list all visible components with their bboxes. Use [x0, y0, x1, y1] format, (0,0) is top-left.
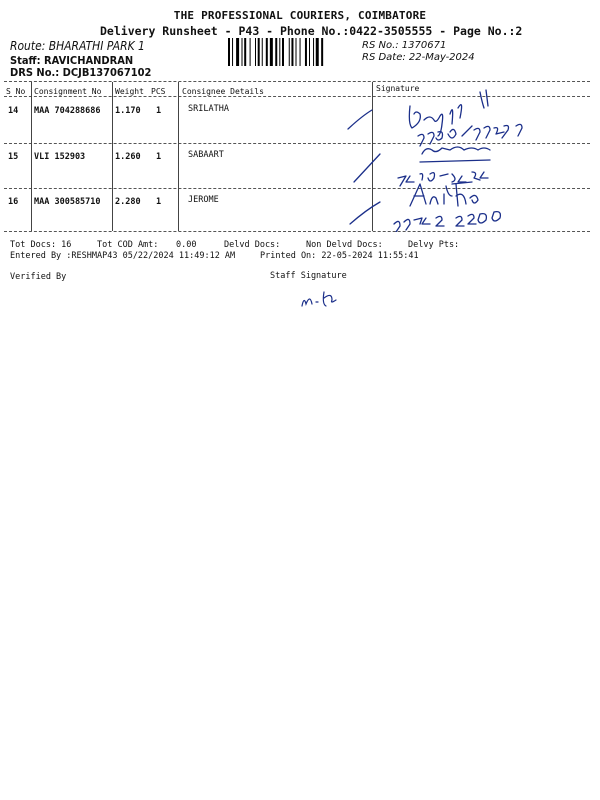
rs-date: RS Date: 22-May-2024 — [362, 52, 475, 63]
barcode-bar — [242, 38, 243, 66]
printed-on: Printed On: 22-05-2024 11:55:41 — [260, 251, 419, 261]
barcode-bar — [258, 38, 260, 66]
table-row-consignee: SRILATHA — [188, 104, 229, 114]
tot-docs: Tot Docs: 16 — [10, 240, 72, 250]
barcode-bar — [316, 38, 319, 66]
table-row-consignment: MAA 300585710 — [34, 197, 101, 207]
staff-signature-label: Staff Signature — [270, 271, 347, 281]
barcode-bar — [279, 38, 280, 66]
table-row-sno: 14 — [8, 106, 19, 116]
barcode-bar — [250, 38, 251, 66]
signature-stroke — [398, 172, 488, 186]
header-consignment: Consignment No — [34, 87, 102, 96]
rs-number: RS No.: 1370671 — [362, 40, 447, 51]
barcode-bar — [255, 38, 256, 66]
barcode-bar — [289, 38, 290, 66]
column-divider — [31, 82, 32, 231]
signature-stroke — [394, 212, 500, 232]
handwritten-signatures — [340, 84, 550, 232]
barcode-bar — [236, 38, 239, 66]
table-row-sno: 15 — [8, 152, 19, 162]
barcode-bar — [282, 38, 284, 66]
barcode-image — [228, 38, 352, 66]
table-row-weight: 1.260 — [115, 152, 141, 162]
column-divider — [178, 82, 179, 231]
header-consignee: Consignee Details — [182, 87, 264, 96]
barcode-bar — [305, 38, 307, 66]
table-row-pcs: 1 — [156, 197, 162, 207]
runsheet-title: Delivery Runsheet - P43 - Phone No.:0422-3505555 - Page No.:2 — [100, 24, 523, 38]
table-row-consignee: SABAART — [188, 150, 224, 160]
delvd-docs: Delvd Docs: — [224, 240, 281, 250]
barcode-bar — [244, 38, 246, 66]
signature-stroke — [480, 90, 488, 108]
header-signature: Signature — [376, 84, 420, 93]
route-label: Route: BHARATHI PARK 1 — [10, 38, 145, 53]
tot-cod-label: Tot COD Amt: — [97, 240, 159, 250]
signature-stroke — [350, 202, 380, 224]
table-row-pcs: 1 — [156, 106, 162, 116]
column-divider — [112, 82, 113, 231]
staff-signature-mark — [296, 286, 346, 312]
barcode-bar — [270, 38, 273, 66]
tot-cod-value: 0.00 — [176, 240, 197, 250]
table-row-weight: 2.280 — [115, 197, 141, 207]
table-row-weight: 1.170 — [115, 106, 141, 116]
barcode-bar — [266, 38, 268, 66]
barcode-bar — [321, 38, 323, 66]
verified-by: Verified By — [10, 272, 67, 282]
signature-stroke — [420, 160, 490, 162]
table-row-consignment: VLI 152903 — [34, 152, 86, 162]
signature-stroke — [409, 105, 461, 136]
drs-number: DRS No.: DCJB137067102 — [10, 66, 152, 79]
signature-stroke — [354, 154, 380, 182]
table-row-sno: 16 — [8, 197, 19, 207]
staff-label: Staff: RAVICHANDRAN — [10, 54, 134, 67]
barcode-bar — [313, 38, 314, 66]
table-row-pcs: 1 — [156, 152, 162, 162]
table-row-consignee: JEROME — [188, 195, 219, 205]
barcode-bar — [309, 38, 310, 66]
non-delvd-docs: Non Delvd Docs: — [306, 240, 383, 250]
header-sno: S No — [6, 87, 26, 96]
signature-stroke — [418, 124, 522, 146]
header-pcs: PCS — [151, 87, 166, 96]
signature-stroke — [422, 147, 490, 154]
signature-stroke — [410, 184, 478, 206]
barcode-bar — [228, 38, 230, 66]
barcode-bar — [291, 38, 293, 66]
table-row-consignment: MAA 704288686 — [34, 106, 101, 116]
company-name: THE PROFESSIONAL COURIERS, COIMBATORE — [173, 9, 427, 22]
entered-by: Entered By :RESHMAP43 05/22/2024 11:49:12 AM — [10, 251, 236, 261]
barcode-bar — [262, 38, 263, 66]
table-top-rule — [4, 81, 590, 82]
barcode-bar — [296, 38, 297, 66]
signature-stroke — [348, 110, 372, 129]
barcode-bar — [232, 38, 233, 66]
header-weight: Weight — [115, 87, 144, 96]
barcode-bar — [275, 38, 277, 66]
delvy-pts: Delvy Pts: — [408, 240, 460, 250]
barcode-bar — [300, 38, 301, 66]
